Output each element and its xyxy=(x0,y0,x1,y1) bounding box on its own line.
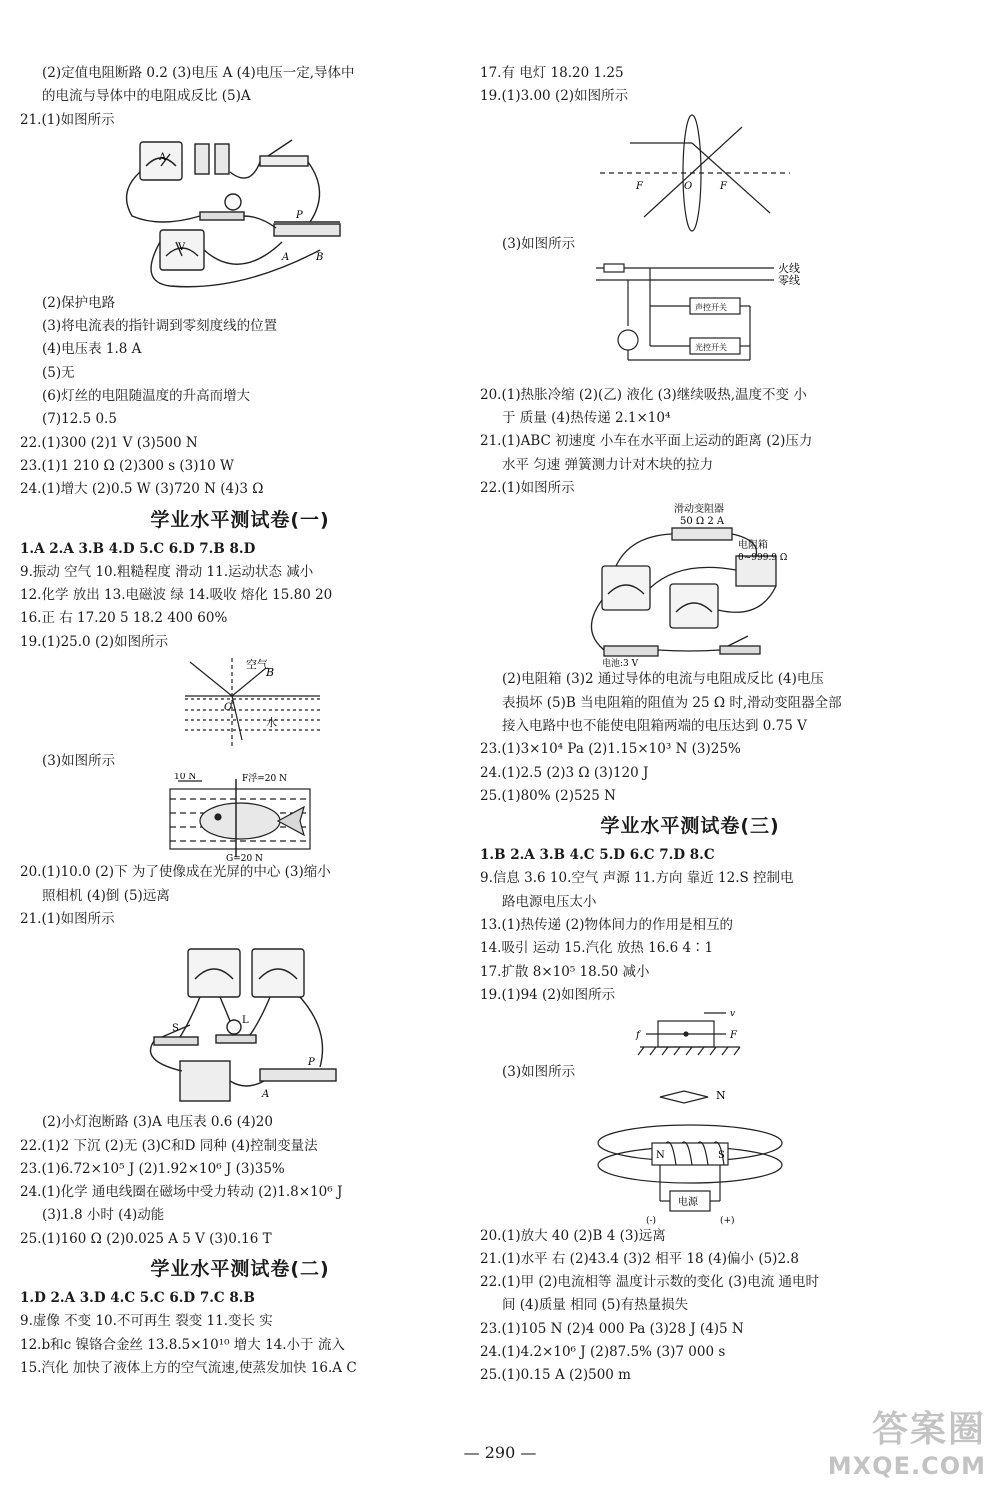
text-line: (4)电压表 1.8 A xyxy=(42,341,142,358)
focus-right-label: F xyxy=(720,180,727,192)
voltmeter-label: V xyxy=(178,241,186,253)
rheostat-label: 滑动变阻器 xyxy=(674,504,724,516)
ammeter-label: A xyxy=(159,151,167,163)
section-title-1: 学业水平测试卷(一) xyxy=(150,508,330,531)
text-line: (7)12.5 0.5 xyxy=(42,411,117,428)
text-line: 23.(1)1 210 Ω (2)300 s (3)10 W xyxy=(20,457,234,474)
plus-terminal: (+) xyxy=(720,1215,735,1225)
left-block-6 xyxy=(20,861,460,931)
terminal-a-label: A xyxy=(282,251,290,263)
text-line: (3)将电流表的指针调到零刻度线的位置 xyxy=(42,318,278,335)
text-line: 21.(1)水平 右 (2)43.4 (3)2 相平 18 (4)偏小 (5)2.8 xyxy=(480,1250,799,1267)
text-line: 24.(1)增大 (2)0.5 W (3)720 N (4)3 Ω xyxy=(20,481,264,498)
text-line: 间 (4)质量 相同 (5)有热量损失 xyxy=(502,1297,689,1314)
text-line: 24.(1)2.5 (2)3 Ω (3)120 J xyxy=(480,764,649,781)
text-line: (5)无 xyxy=(42,364,75,381)
text-line: 24.(1)4.2×10⁶ J (2)87.5% (3)7 000 s xyxy=(480,1344,726,1361)
text-line: 1.A 2.A 3.B 4.D 5.C 6.D 7.B 8.D xyxy=(20,540,256,557)
text-line: 22.(1)甲 (2)电流相等 温度计示数的变化 (3)电流 通电时 xyxy=(480,1274,820,1291)
battery-label: 电池:3 V xyxy=(602,659,639,669)
text-line: 20.(1)热胀冷缩 (2)(乙) 液化 (3)继续吸热,温度不变 小 xyxy=(480,386,807,403)
text-line: (2)保护电路 xyxy=(42,294,116,311)
resistance-box-spec: 0~999.9 Ω xyxy=(738,553,788,564)
neutral-wire-label: 零线 xyxy=(778,273,800,287)
resistance-box-label: 电阻箱 xyxy=(738,540,768,552)
text-line: 14.吸引 运动 15.汽化 放热 16.6 4∶1 xyxy=(480,940,714,957)
text-line: 15.汽化 加快了液体上方的空气流速,使蒸发加快 16.A C xyxy=(20,1359,357,1376)
buoyancy-label: F浮=20 N xyxy=(242,774,287,785)
lamp-label: L xyxy=(242,1015,249,1027)
rheostat-spec: 50 Ω 2 A xyxy=(680,516,725,528)
left-block-3 xyxy=(20,432,460,502)
text-line: 13.(1)热传递 (2)物体间力的作用是相互的 xyxy=(480,917,734,934)
house-circuit-figure xyxy=(480,256,900,384)
text-line: 1.B 2.A 3.B 4.C 5.D 6.C 7.D 8.C xyxy=(480,847,715,864)
gravity-label: G=20 N xyxy=(226,854,263,862)
slider-label: P xyxy=(296,209,303,221)
text-line: 23.(1)6.72×10⁵ J (2)1.92×10⁶ J (3)35% xyxy=(20,1160,285,1177)
left-block-8 xyxy=(20,1287,460,1380)
right-block-5 xyxy=(480,844,900,1007)
left-column xyxy=(20,62,460,1380)
text-line: 9.信息 3.6 10.空气 声源 11.方向 靠近 12.S 控制电 xyxy=(480,870,794,887)
fish-force-figure xyxy=(20,773,460,861)
power-source-label: 电源 xyxy=(678,1196,698,1208)
text-line: 9.虚像 不变 10.不可再生 裂变 11.变长 实 xyxy=(20,1313,273,1330)
text-line: 23.(1)3×10⁴ Pa (2)1.15×10³ N (3)25% xyxy=(480,741,741,758)
text-line: 9.振动 空气 10.粗糙程度 滑动 11.运动状态 减小 xyxy=(20,563,314,580)
text-line: 于 质量 (4)热传递 2.1×10⁴ xyxy=(502,410,671,427)
text-line: 12.化学 放出 13.电磁波 绿 14.吸收 熔化 15.80 20 xyxy=(20,587,333,604)
text-line: 25.(1)0.15 A (2)500 m xyxy=(480,1367,631,1384)
terminal-label: A xyxy=(262,1089,270,1101)
needle-n-label: N xyxy=(716,1088,726,1102)
text-line: 表损坏 (5)B 当电阻箱的阻值为 25 Ω 时,滑动变阻器全部 xyxy=(502,694,842,711)
text-line: 12.b和c 镍铬合金丝 13.8.5×10¹⁰ 增大 14.小于 流入 xyxy=(20,1336,345,1353)
text-line: 19.(1)3.00 (2)如图所示 xyxy=(480,88,629,105)
focus-left-label: F xyxy=(636,180,643,192)
pole-s-label: S xyxy=(718,1149,725,1161)
text-line: 20.(1)放大 40 (2)B 4 (3)远离 xyxy=(480,1227,666,1244)
friction-label: f xyxy=(636,1030,640,1042)
text-line: 16.正 右 17.20 5 18.2 400 60% xyxy=(20,610,228,627)
section-title-3: 学业水平测试卷(三) xyxy=(600,815,780,838)
right-block-7 xyxy=(480,1225,900,1388)
text-line: (3)如图所示 xyxy=(502,1064,576,1081)
circuit-figure-21b xyxy=(20,931,460,1111)
section-title-2: 学业水平测试卷(二) xyxy=(150,1258,330,1281)
sound-switch-label: 声控开关 xyxy=(695,302,727,312)
left-block-2 xyxy=(20,292,460,432)
text-line: 接入电路中也不能使电阻箱两端的电压达到 0.75 V xyxy=(502,717,807,734)
text-line: 21.(1)如图所示 xyxy=(20,111,115,128)
terminal-b-label: B xyxy=(316,251,324,263)
text-line: 路电源电压太小 xyxy=(502,893,597,910)
left-block-4 xyxy=(20,538,460,654)
circuit-figure-22 xyxy=(480,500,900,668)
page-number: — 290 — xyxy=(463,1443,537,1462)
right-block-3 xyxy=(480,384,900,500)
right-block-1 xyxy=(480,62,900,109)
text-line: 22.(1)300 (2)1 V (3)500 N xyxy=(20,434,198,451)
text-line: (3)如图所示 xyxy=(42,753,116,770)
text-line: 17.扩散 8×10⁵ 18.50 减小 xyxy=(480,963,650,980)
right-block-4 xyxy=(480,668,900,808)
text-line: 24.(1)化学 通电线圈在磁场中受力转动 (2)1.8×10⁶ J xyxy=(20,1184,343,1201)
text-line: (2)电阻箱 (3)2 通过导体的电流与电阻成反比 (4)电压 xyxy=(502,671,824,688)
text-line: 17.有 电灯 18.20 1.25 xyxy=(480,65,624,81)
watermark-url: MXQE.COM xyxy=(827,1452,986,1480)
solenoid-figure xyxy=(480,1085,900,1225)
text-line: (2)定值电阻断路 0.2 (3)电压 A (4)电压一定,导体中 xyxy=(42,65,355,81)
left-block-7 xyxy=(20,1111,460,1251)
circuit-figure-21 xyxy=(20,132,460,292)
text-line: (2)小灯泡断路 (3)A 电压表 0.6 (4)20 xyxy=(42,1114,273,1131)
live-wire-label: 火线 xyxy=(778,261,800,275)
text-line: 25.(1)160 Ω (2)0.025 A 5 V (3)0.16 T xyxy=(20,1230,272,1247)
refraction-figure xyxy=(20,654,460,750)
text-line: 19.(1)25.0 (2)如图所示 xyxy=(20,633,169,650)
point-b-label: B xyxy=(266,666,275,680)
switch-label: S xyxy=(172,1023,179,1035)
text-line: 的电流与导体中的电阻成反比 (5)A xyxy=(42,88,251,105)
water-label: 水 xyxy=(266,716,277,730)
scale-label: 10 N xyxy=(174,773,197,783)
air-label: 空气 xyxy=(246,658,268,672)
watermark-logo: 答案圈 xyxy=(871,1409,986,1450)
text-line: 21.(1)ABC 初速度 小车在水平面上运动的距离 (2)压力 xyxy=(480,433,813,450)
right-column xyxy=(480,62,900,1388)
minus-terminal: (-) xyxy=(646,1215,657,1225)
text-line: 22.(1)如图所示 xyxy=(480,480,575,497)
lens-figure xyxy=(480,109,900,233)
text-line: 22.(1)2 下沉 (2)无 (3)C和D 同种 (4)控制变量法 xyxy=(20,1137,318,1154)
text-line: (3)如图所示 xyxy=(502,235,576,252)
velocity-label: v xyxy=(730,1009,736,1020)
text-line: 19.(1)94 (2)如图所示 xyxy=(480,986,616,1003)
text-line: (6)灯丝的电阻随温度的升高而增大 xyxy=(42,388,251,405)
left-block-1 xyxy=(20,62,460,132)
text-line: 25.(1)80% (2)525 N xyxy=(480,787,616,804)
text-line: 20.(1)10.0 (2)下 为了使像成在光屏的中心 (3)缩小 xyxy=(20,864,331,881)
text-line: (3)1.8 小时 (4)动能 xyxy=(42,1207,165,1224)
text-line: 水平 匀速 弹簧测力计对木块的拉力 xyxy=(502,456,714,473)
light-switch-label: 光控开关 xyxy=(695,342,727,352)
text-line: 23.(1)105 N (2)4 000 Pa (3)28 J (4)5 N xyxy=(480,1320,744,1337)
optical-center-label: O xyxy=(684,180,693,192)
block-force-figure xyxy=(480,1007,900,1061)
point-o-label: O xyxy=(224,702,233,714)
watermark xyxy=(828,1401,986,1480)
text-line: 21.(1)如图所示 xyxy=(20,910,115,927)
text-line: 1.D 2.A 3.D 4.C 5.C 6.D 7.C 8.B xyxy=(20,1290,255,1307)
text-line: 照相机 (4)倒 (5)远离 xyxy=(42,887,170,904)
pole-n-label: N xyxy=(656,1149,665,1161)
force-label: F xyxy=(730,1030,737,1042)
slider-label: P xyxy=(308,1057,315,1069)
